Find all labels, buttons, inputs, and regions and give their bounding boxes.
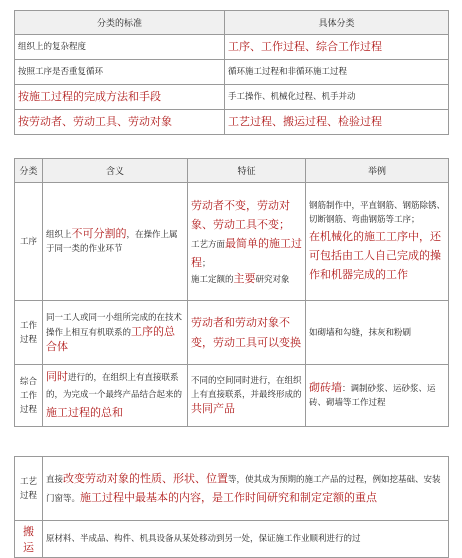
classification-standard-table [14, 10, 449, 135]
category-cell: 工序 [15, 183, 43, 301]
description-text: 等，使其成为预期的施工产品的过程，例如挖基础、安装门窗等。 [46, 474, 441, 504]
classes-cell: 工艺过程、搬运过程、检验过程 [225, 110, 449, 135]
description-highlight: 施工过程中最基本的内容，是工作时间研究和制定定额的重点 [80, 490, 378, 504]
column-header-standard: 分类的标准 [15, 11, 225, 35]
example-highlight: 在机械化的施工工序中，还可包括由工人自己完成的操作和机器完成的工作 [309, 230, 441, 281]
description-cell [43, 457, 449, 521]
meaning-text: 组织上 [46, 230, 72, 240]
criterion-cell: 组织上的复杂程度 [15, 35, 225, 60]
table-row [15, 183, 449, 301]
feature-cell [188, 365, 306, 427]
category-cell: 工艺过程 [15, 457, 43, 521]
table-row [15, 35, 449, 60]
feature-text: 不同的空间同时进行，在组织上有直接联系，并最终形成的 [191, 376, 302, 400]
meaning-cell [43, 301, 188, 365]
feature-text: ； [202, 259, 211, 269]
column-header-feature: 特征 [188, 159, 306, 183]
meaning-highlight: 工序的总合体 [46, 324, 176, 353]
meaning-cell [43, 183, 188, 301]
example-highlight: 砌砖墙 [309, 381, 342, 394]
example-text: ：调制砂浆、运砂浆、运砖、砌墙等工作过程 [309, 384, 436, 408]
criterion-cell: 按劳动者、劳动工具、劳动对象 [15, 110, 225, 135]
table-row [15, 110, 449, 135]
table-row [15, 365, 449, 427]
meaning-highlight: 施工过程的总和 [46, 406, 123, 419]
classes-cell: 工序、工作过程、综合工作过程 [225, 35, 449, 60]
feature-text: 工艺方面 [191, 240, 226, 250]
feature-cell [188, 183, 306, 301]
table-row [15, 60, 449, 85]
feature-cell: 劳动者和劳动对象不变，劳动工具可以变换 [188, 301, 306, 365]
description-text: 直接 [46, 474, 64, 485]
classes-cell: 手工操作、机械化过程、机手并动 [225, 85, 449, 110]
feature-highlight: 劳动者不变，劳动对象、劳动工具不变； [191, 199, 290, 231]
feature-text: 研究对象 [255, 275, 290, 285]
process-detail-table [14, 456, 449, 558]
example-cell: 如砌墙和勾缝，抹灰和粉刷 [306, 301, 449, 365]
description-highlight: 改变劳动对象的性质、形状、位置 [63, 471, 229, 485]
example-text: 钢筋制作中，平直钢筋、钢筋除锈、切断钢筋、弯曲钢筋等工序； [309, 201, 446, 225]
criterion-cell: 按施工过程的完成方法和手段 [15, 85, 225, 110]
feature-text: 施工定额的 [191, 275, 234, 285]
column-header-classes: 具体分类 [225, 11, 449, 35]
table-header-row [15, 11, 449, 35]
meaning-highlight: 同时 [46, 370, 68, 383]
column-header-meaning: 含义 [43, 159, 188, 183]
category-cell: 综合工作过程 [15, 365, 43, 427]
example-cell [306, 183, 449, 301]
column-header-category: 分类 [15, 159, 43, 183]
category-cell: 工作过程 [15, 301, 43, 365]
table-row [15, 457, 449, 521]
table-row [15, 301, 449, 365]
example-cell [306, 365, 449, 427]
process-category-table [14, 158, 449, 427]
meaning-highlight: 不可分割的 [71, 227, 127, 240]
table-row [15, 85, 449, 110]
description-cell [43, 521, 449, 558]
classes-cell: 循环施工过程和非循环施工过程 [225, 60, 449, 85]
description-text: 原材料、半成品、构件、机具设备从某处移动到另一处，保证施工作业顺利进行的过 [46, 534, 361, 544]
meaning-cell [43, 365, 188, 427]
category-cell: 搬运 [15, 521, 43, 558]
table-header-row [15, 159, 449, 183]
feature-highlight: 共同产品 [191, 402, 235, 415]
criterion-cell: 按照工序是否重复循环 [15, 60, 225, 85]
meaning-text: ，在操作上属于同一类的作业环节 [46, 230, 178, 254]
column-header-example: 举例 [306, 159, 449, 183]
meaning-text: 同一工人或同一小组所完成的在技术操作上相互有机联系的 [46, 312, 183, 338]
table-row [15, 521, 449, 558]
feature-highlight: 最简单的施工过程 [191, 237, 303, 269]
meaning-text: 进行的，在组织上有直接联系的，为完成一个最终产品结合起来的 [46, 373, 183, 400]
feature-highlight: 主要 [233, 272, 256, 285]
